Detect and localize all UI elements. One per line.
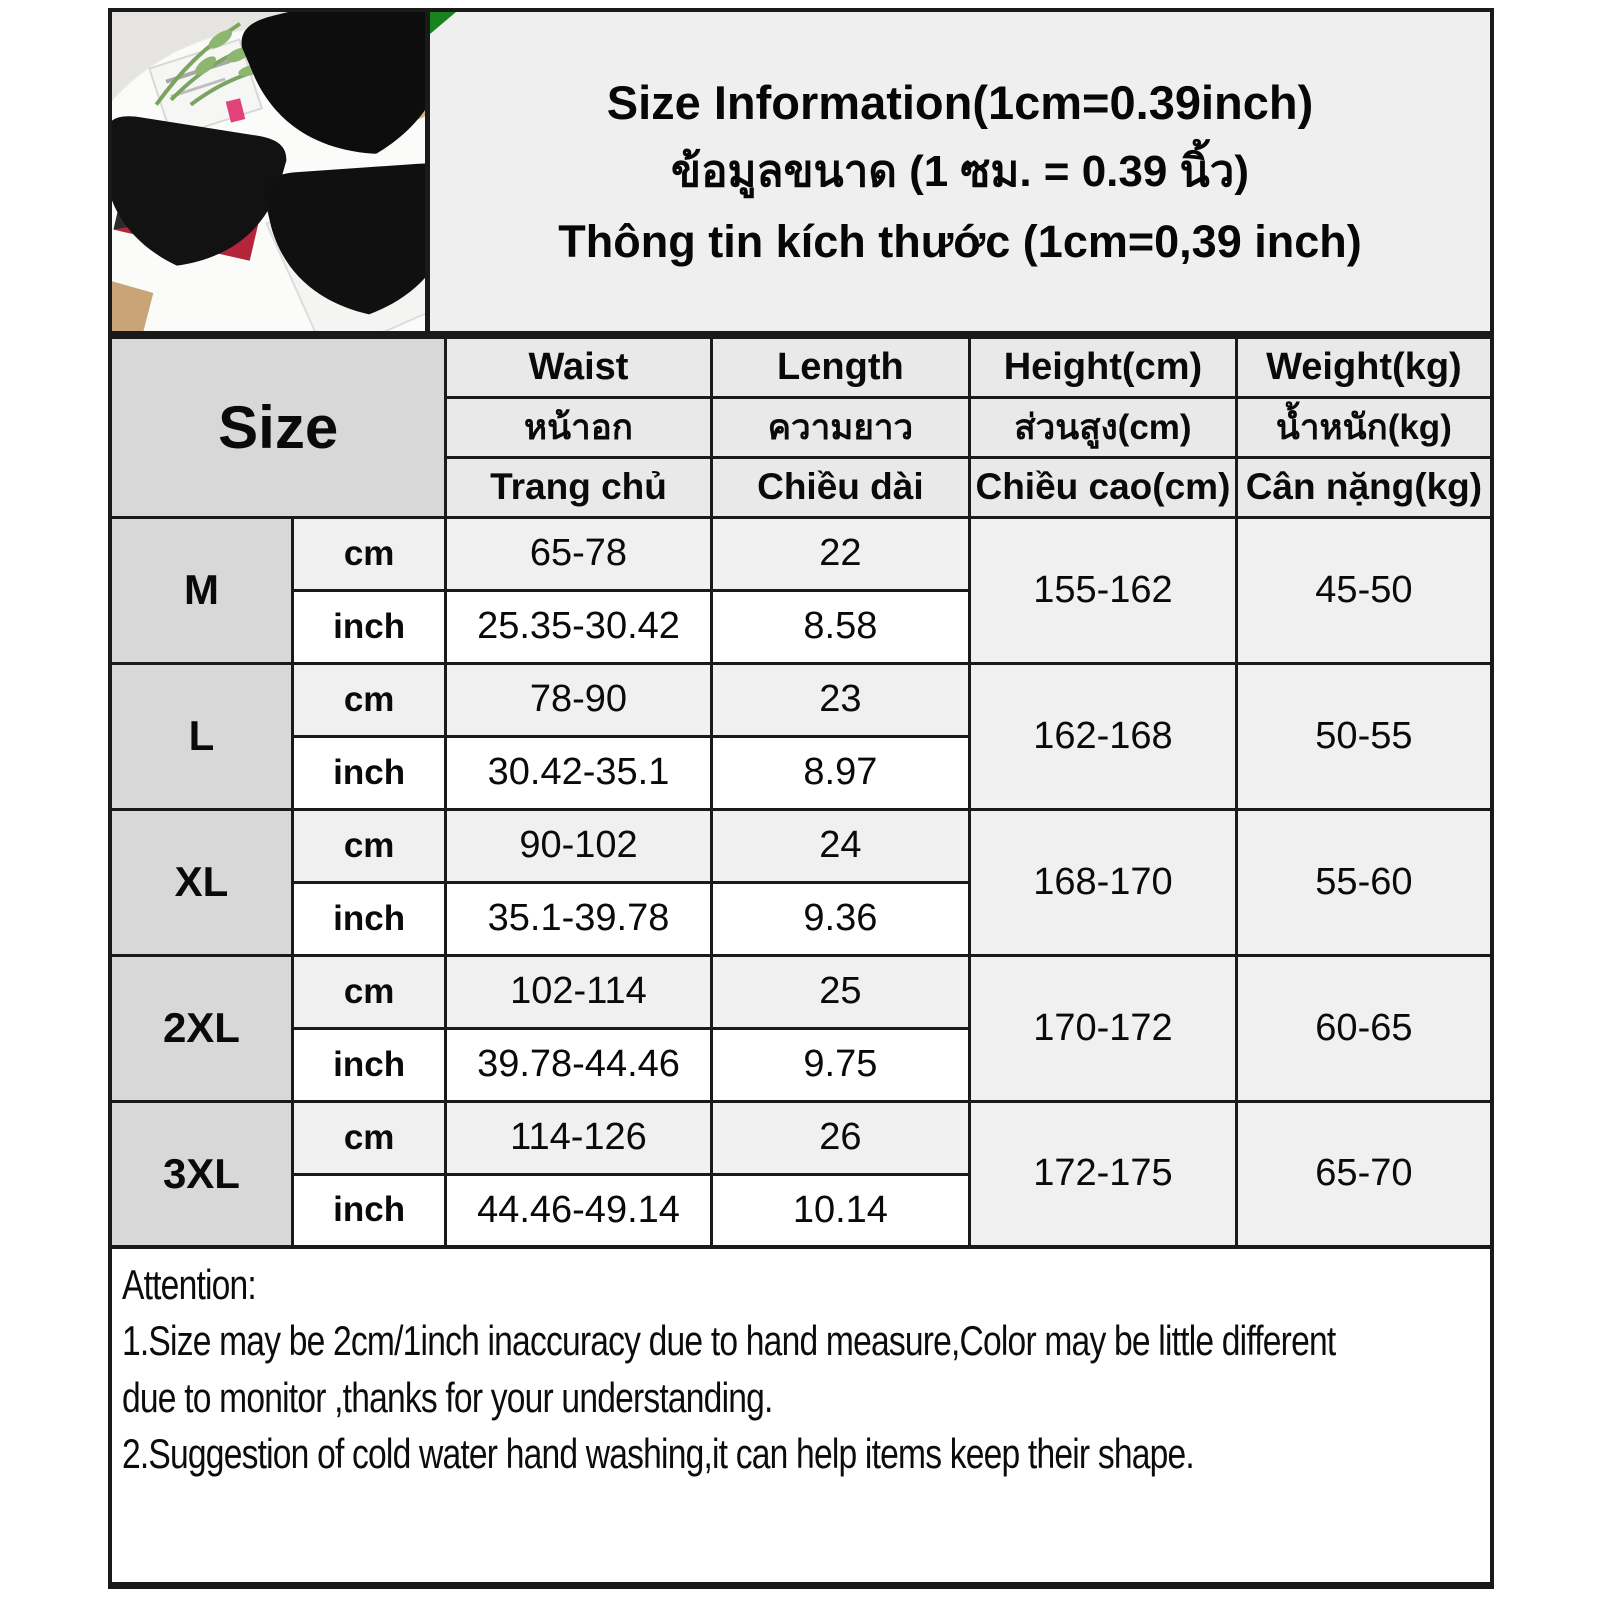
header-box — [108, 8, 1494, 335]
size-cell: 3XL — [110, 1101, 292, 1247]
length-header-vi: Chiều dài — [711, 457, 969, 517]
length-cm-value: 25 — [711, 955, 969, 1028]
waist-cm-value: 65-78 — [446, 517, 711, 590]
length-inch-value: 9.36 — [711, 882, 969, 955]
size-header-cell: Size — [110, 337, 446, 517]
attention-line: 2.Suggestion of cold water hand washing,it can help items keep their shape. — [122, 1429, 1194, 1477]
weight-header-th: น้ำหนัก(kg) — [1236, 397, 1492, 457]
attention-line: 1.Size may be 2cm/1inch inaccuracy due to hand measure,Color may be little different — [122, 1317, 1336, 1365]
table-row — [110, 517, 1492, 590]
weight-value: 65-70 — [1236, 1101, 1492, 1247]
height-value: 168-170 — [970, 809, 1237, 955]
height-value: 170-172 — [970, 955, 1237, 1101]
length-cm-value: 23 — [711, 663, 969, 736]
attention-box — [108, 1249, 1494, 1589]
length-inch-value: 8.58 — [711, 590, 969, 663]
height-value: 162-168 — [970, 663, 1237, 809]
unit-inch-cell: inch — [292, 882, 445, 955]
waist-cm-value: 102-114 — [446, 955, 711, 1028]
green-ribbon-corner-icon — [430, 12, 456, 34]
waist-header-th: หน้าอก — [446, 397, 711, 457]
height-value: 155-162 — [970, 517, 1237, 663]
table-row — [110, 663, 1492, 736]
weight-header-vi: Cân nặng(kg) — [1236, 457, 1492, 517]
size-cell: XL — [110, 809, 292, 955]
size-chart-sheet — [108, 8, 1494, 1589]
length-inch-value: 9.75 — [711, 1028, 969, 1101]
waist-inch-value: 25.35-30.42 — [446, 590, 711, 663]
waist-cm-value: 90-102 — [446, 809, 711, 882]
unit-inch-cell: inch — [292, 1174, 445, 1247]
size-table — [108, 335, 1494, 1249]
title-thai: ข้อมูลขนาด (1 ซม. = 0.39 นิ้ว) — [670, 147, 1249, 197]
unit-inch-cell: inch — [292, 1028, 445, 1101]
height-header-en: Height(cm) — [970, 337, 1237, 397]
waist-header-vi: Trang chủ — [446, 457, 711, 517]
weight-value: 45-50 — [1236, 517, 1492, 663]
unit-inch-cell: inch — [292, 736, 445, 809]
height-header-vi: Chiều cao(cm) — [970, 457, 1237, 517]
unit-cm-cell: cm — [292, 663, 445, 736]
length-inch-value: 10.14 — [711, 1174, 969, 1247]
waist-inch-value: 30.42-35.1 — [446, 736, 711, 809]
unit-inch-cell: inch — [292, 590, 445, 663]
length-cm-value: 22 — [711, 517, 969, 590]
waist-header-en: Waist — [446, 337, 711, 397]
weight-value: 55-60 — [1236, 809, 1492, 955]
height-value: 172-175 — [970, 1101, 1237, 1247]
length-header-th: ความยาว — [711, 397, 969, 457]
product-photo-illustration — [112, 12, 425, 331]
size-cell: 2XL — [110, 955, 292, 1101]
unit-cm-cell: cm — [292, 1101, 445, 1174]
unit-cm-cell: cm — [292, 809, 445, 882]
weight-value: 50-55 — [1236, 663, 1492, 809]
waist-inch-value: 39.78-44.46 — [446, 1028, 711, 1101]
product-photo — [112, 12, 430, 331]
length-header-en: Length — [711, 337, 969, 397]
header-row-english — [110, 337, 1492, 397]
waist-inch-value: 44.46-49.14 — [446, 1174, 711, 1247]
attention-line: due to monitor ,thanks for your understanding. — [122, 1373, 773, 1421]
size-cell: L — [110, 663, 292, 809]
waist-cm-value: 114-126 — [446, 1101, 711, 1174]
unit-cm-cell: cm — [292, 517, 445, 590]
title-english: Size Information(1cm=0.39inch) — [606, 75, 1314, 129]
table-row — [110, 955, 1492, 1028]
height-header-th: ส่วนสูง(cm) — [970, 397, 1237, 457]
table-row — [110, 809, 1492, 882]
weight-header-en: Weight(kg) — [1236, 337, 1492, 397]
length-cm-value: 26 — [711, 1101, 969, 1174]
title-vietnamese: Thông tin kích thước (1cm=0,39 inch) — [558, 215, 1362, 267]
table-row — [110, 1101, 1492, 1174]
attention-heading: Attention: — [122, 1261, 256, 1308]
waist-cm-value: 78-90 — [446, 663, 711, 736]
unit-cm-cell: cm — [292, 955, 445, 1028]
title-area — [430, 12, 1490, 331]
weight-value: 60-65 — [1236, 955, 1492, 1101]
length-cm-value: 24 — [711, 809, 969, 882]
size-cell: M — [110, 517, 292, 663]
waist-inch-value: 35.1-39.78 — [446, 882, 711, 955]
length-inch-value: 8.97 — [711, 736, 969, 809]
